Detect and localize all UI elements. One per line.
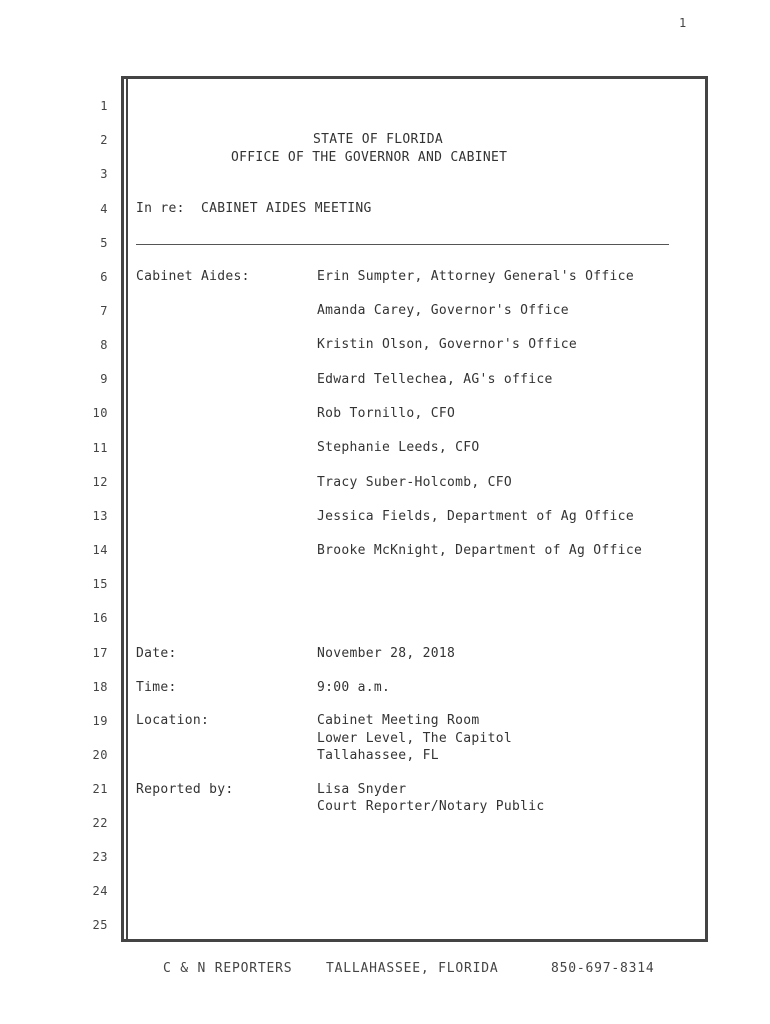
footer-phone: 850-697-8314 [551, 961, 655, 976]
line-number: 13 [92, 509, 108, 523]
line-number: 18 [92, 680, 108, 694]
aides-label: Cabinet Aides: [136, 269, 250, 284]
location-line: Cabinet Meeting Room [317, 713, 480, 728]
aide-entry: Amanda Carey, Governor's Office [317, 303, 569, 318]
line-number: 17 [92, 646, 108, 660]
line-number: 9 [100, 372, 108, 386]
date-label: Date: [136, 646, 177, 661]
margin-rule-outer [121, 76, 124, 942]
aide-entry: Edward Tellechea, AG's office [317, 372, 553, 387]
location-label: Location: [136, 713, 210, 728]
separator-rule [136, 244, 669, 245]
time-value: 9:00 a.m. [317, 680, 391, 695]
aide-entry: Kristin Olson, Governor's Office [317, 337, 578, 352]
aide-entry: Erin Sumpter, Attorney General's Office [317, 269, 634, 284]
header-state: STATE OF FLORIDA [313, 132, 444, 147]
line-number: 22 [92, 816, 108, 830]
line-number: 3 [100, 167, 108, 181]
aide-entry: Jessica Fields, Department of Ag Office [317, 509, 634, 524]
header-office: OFFICE OF THE GOVERNOR AND CABINET [231, 150, 508, 165]
time-label: Time: [136, 680, 177, 695]
aide-entry: Stephanie Leeds, CFO [317, 440, 480, 455]
line-number: 15 [92, 577, 108, 591]
line-number: 7 [100, 304, 108, 318]
line-number: 19 [92, 714, 108, 728]
line-number: 2 [100, 133, 108, 147]
aide-entry: Rob Tornillo, CFO [317, 406, 456, 421]
line-number: 23 [92, 850, 108, 864]
location-line: Lower Level, The Capitol [317, 731, 513, 746]
line-number: 25 [92, 918, 108, 932]
aide-entry: Tracy Suber-Holcomb, CFO [317, 475, 513, 490]
line-number: 6 [100, 270, 108, 284]
page-number: 1 [679, 16, 687, 30]
reporter-title: Court Reporter/Notary Public [317, 799, 545, 814]
line-number: 12 [92, 475, 108, 489]
reporter-label: Reported by: [136, 782, 234, 797]
in-re-line: In re: CABINET AIDES MEETING [136, 201, 372, 216]
reporter-name: Lisa Snyder [317, 782, 407, 797]
line-number: 4 [100, 202, 108, 216]
date-value: November 28, 2018 [317, 646, 456, 661]
line-number: 21 [92, 782, 108, 796]
line-number: 16 [92, 611, 108, 625]
margin-rule-inner [126, 76, 128, 942]
line-number: 11 [92, 441, 108, 455]
line-number: 8 [100, 338, 108, 352]
line-number: 24 [92, 884, 108, 898]
footer-firm: C & N REPORTERS [163, 961, 293, 976]
line-number: 5 [100, 236, 108, 250]
footer-city: TALLAHASSEE, FLORIDA [326, 961, 499, 976]
line-number: 20 [92, 748, 108, 762]
line-number: 1 [100, 99, 108, 113]
location-line: Tallahassee, FL [317, 748, 439, 763]
aide-entry: Brooke McKnight, Department of Ag Office [317, 543, 643, 558]
line-number: 10 [92, 406, 108, 420]
line-number: 14 [92, 543, 108, 557]
